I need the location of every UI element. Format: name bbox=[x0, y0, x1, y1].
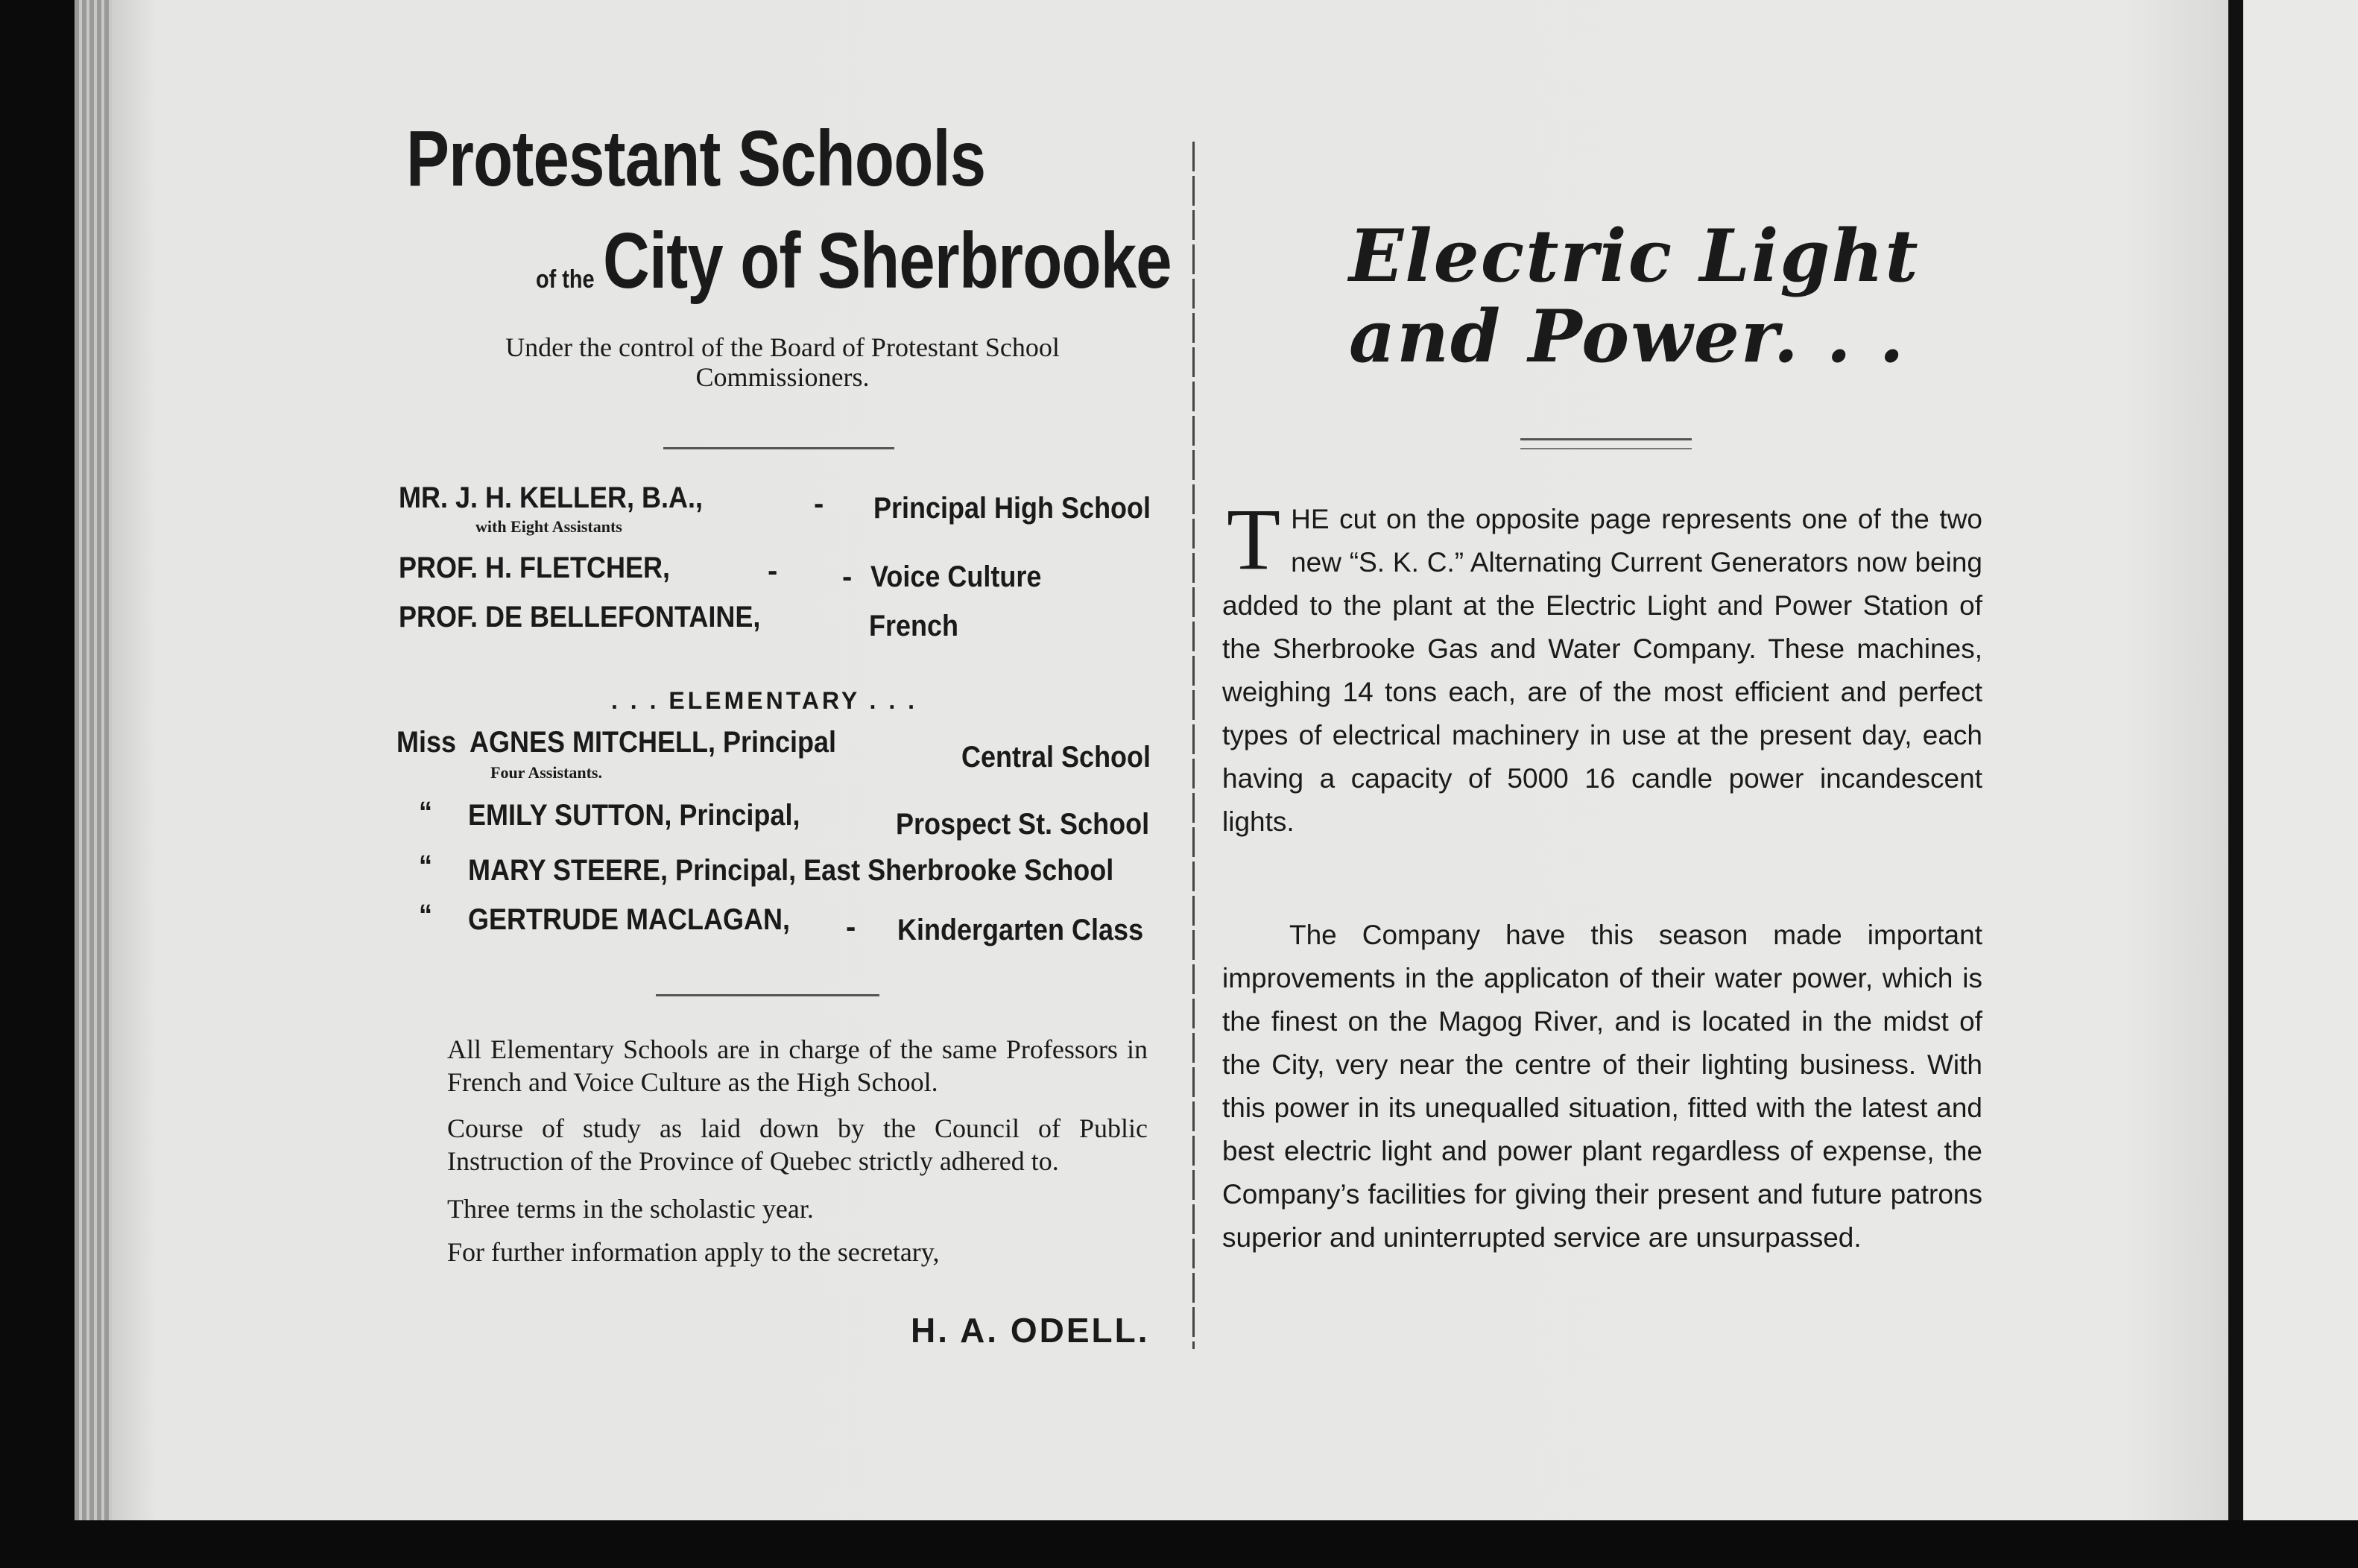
school-title: Protestant Schools bbox=[406, 115, 986, 203]
paragraph-text: HE cut on the opposite page represents one of the two new “S. K. C.” Alternating Current Generators now being added to the plant at the Electric Light and Power Station of the Sherbrooke Gas and Water Company. These machines, weighing 14 tons each, are of the most efficient and perfect types of electrical machinery in use at the present day, each having a capacity of 5000 16 candle power incandescent lights. bbox=[1222, 504, 1982, 837]
school-name: Prospect St. School bbox=[896, 808, 1150, 841]
staff-role: French bbox=[869, 610, 959, 642]
scan-border bbox=[0, 1520, 2358, 1568]
teacher-name: AGNES MITCHELL, Principal bbox=[470, 726, 837, 759]
city-title: City of Sherbrooke bbox=[603, 217, 1172, 305]
notes-paragraph bbox=[388, 1112, 1148, 1177]
school-name: Kindergarten Class bbox=[897, 914, 1144, 946]
staff-note: with Eight Assistants bbox=[475, 517, 622, 536]
article-paragraph bbox=[1222, 490, 1982, 844]
teacher-prefix: Miss bbox=[396, 726, 457, 759]
school-name: Central School bbox=[961, 741, 1151, 774]
teacher-name: MARY STEERE, Principal, East Sherbrooke School bbox=[468, 854, 1114, 887]
staff-role: Voice Culture bbox=[870, 560, 1042, 593]
title-line: and Power. . . bbox=[1349, 294, 1906, 379]
staff-role: Principal High School bbox=[873, 492, 1151, 525]
separator: - bbox=[842, 560, 853, 593]
column-divider bbox=[1192, 142, 1195, 1349]
facing-page-edge bbox=[2243, 0, 2358, 1520]
divider-rule bbox=[656, 994, 879, 996]
note-text: Three terms in the scholastic year. bbox=[447, 1194, 814, 1224]
divider-rule bbox=[663, 447, 894, 449]
staff-name: PROF. H. FLETCHER, bbox=[399, 551, 671, 584]
teacher-name: EMILY SUTTON, Principal, bbox=[468, 799, 800, 832]
notes-paragraph bbox=[388, 1236, 1148, 1268]
paragraph-text: The Company have this season made important improvements in the applicaton of their water power, which is the finest on the Magog River, and is located in the midst of the City, very near the centre of their lighting business. With this power in its unequalled situation, fitted with the latest and best electric light and power plant regardless of expense, the Company’s facilities for giving their present and future patrons superior and uninterrupted service are unsurpassed. bbox=[1222, 920, 1982, 1253]
note-text: Course of study as laid down by the Council of Public Instruction of the Province of Quebec strictly adhered to. bbox=[447, 1113, 1148, 1176]
notes-paragraph bbox=[388, 1033, 1148, 1098]
note-text: All Elementary Schools are in charge of the same Professors in French and Voice Culture as the High School. bbox=[447, 1034, 1148, 1097]
notes-paragraph bbox=[388, 1192, 1148, 1225]
separator: - bbox=[768, 554, 778, 587]
title-prefix: of the bbox=[535, 265, 595, 294]
school-title-line2 bbox=[531, 216, 1296, 306]
article-title bbox=[1349, 214, 1920, 379]
drop-cap: T bbox=[1227, 490, 1281, 588]
staff-name: PROF. DE BELLEFONTAINE, bbox=[399, 601, 761, 633]
ditto-mark: “ bbox=[419, 850, 432, 882]
teacher-name: GERTRUDE MACLAGAN, bbox=[468, 903, 790, 936]
teacher-note: Four Assistants. bbox=[490, 763, 602, 782]
title-rule bbox=[1520, 438, 1692, 449]
separator: - bbox=[846, 911, 856, 943]
title-line: Electric Light bbox=[1349, 214, 1920, 298]
note-text: For further information apply to the secretary, bbox=[447, 1237, 940, 1267]
subtitle: Under the control of the Board of Protestant School Commissioners. bbox=[505, 332, 1060, 392]
secretary-signature: H. A. ODELL. bbox=[911, 1311, 1150, 1350]
page-gutter bbox=[2228, 0, 2243, 1520]
staff-name: MR. J. H. KELLER, B.A., bbox=[399, 481, 704, 514]
article-paragraph bbox=[1222, 914, 1982, 1259]
ditto-mark: “ bbox=[419, 796, 432, 829]
elementary-heading: . . . ELEMENTARY . . . bbox=[611, 687, 917, 714]
separator: - bbox=[814, 487, 824, 520]
ditto-mark: “ bbox=[419, 899, 432, 932]
